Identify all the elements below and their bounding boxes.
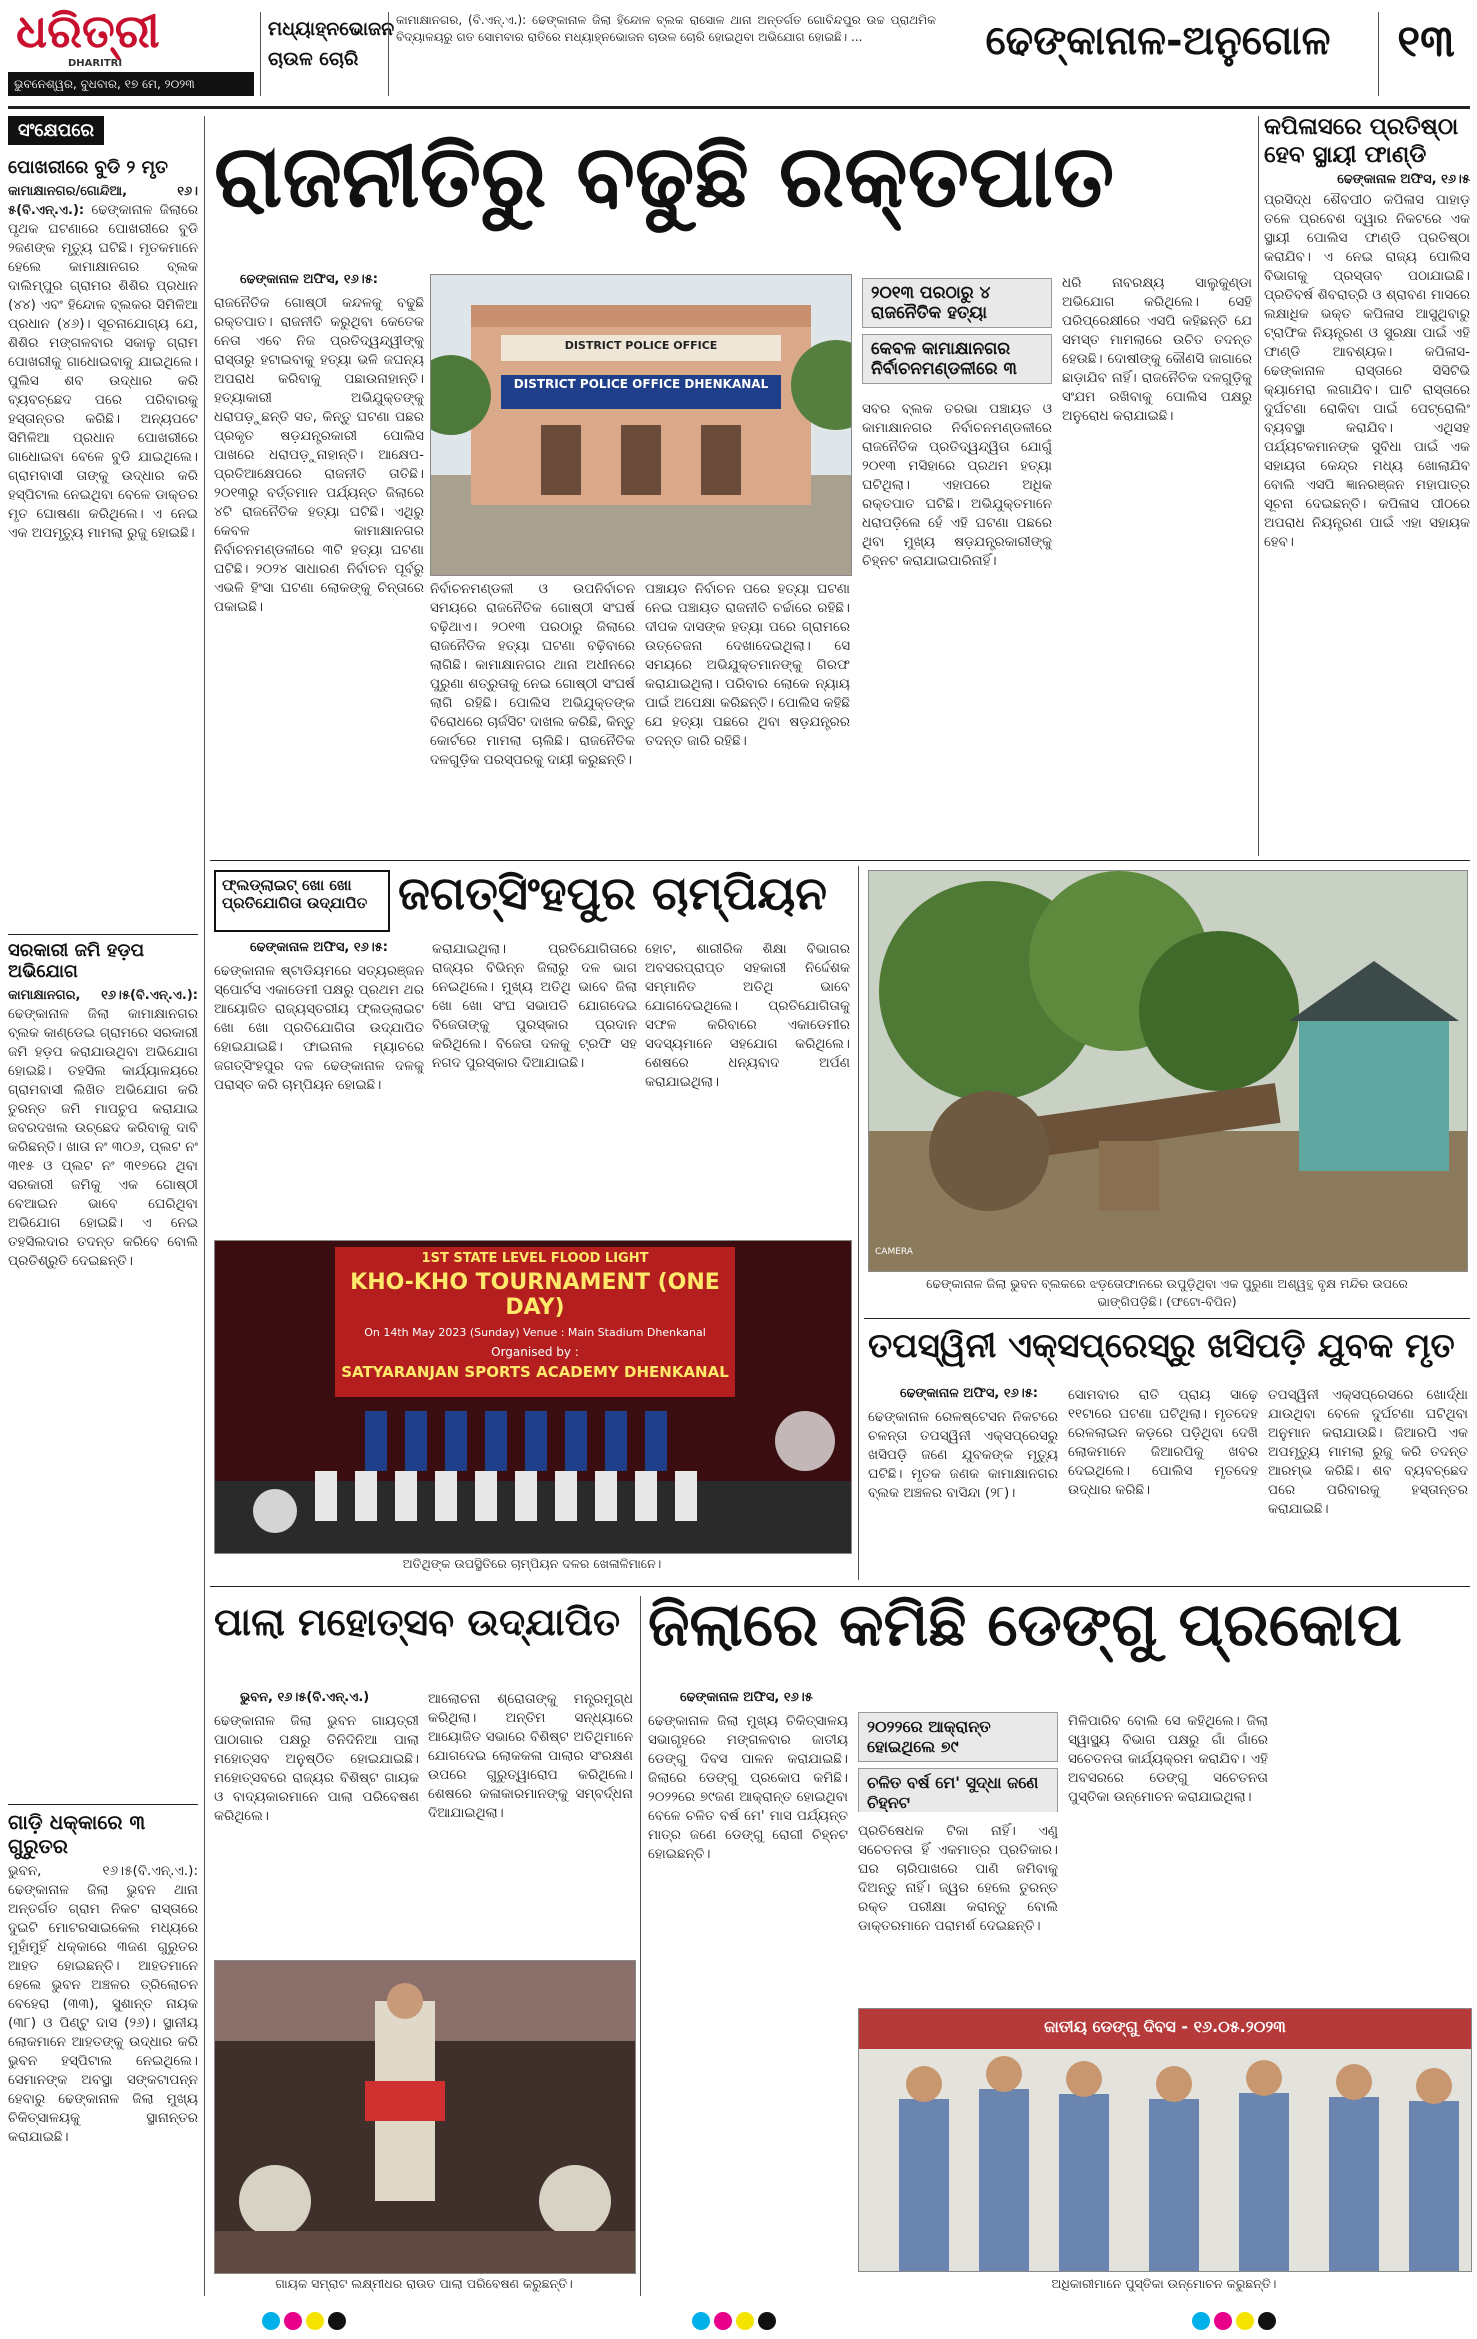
kapilas-headline-1: କପିଳାସରେ ପ୍ରତିଷ୍ଠା	[1264, 114, 1459, 140]
banner-line3: On 14th May 2023 (Sunday) Venue : Main Stadium Dhenkanal	[364, 1326, 706, 1339]
fallen-tree-photo	[868, 870, 1468, 1272]
dengue-box-2: ଚଳିତ ବର୍ଷ ମେ' ସୁଦ୍ଧା ଜଣେ ଚିହ୍ନଟ	[858, 1768, 1058, 1812]
tree-caption-2: ଭାଙ୍ଗିପଡ଼ିଛି। (ଫଟୋ-ବିପିନ)	[1097, 1294, 1237, 1309]
brief2	[8, 940, 198, 1700]
masthead	[8, 8, 1470, 104]
masthead-divider	[260, 12, 261, 96]
kho-kicker-1: ଫ୍ଲଡ୍‌ଲାଇଟ୍ ଖୋ ଖୋ	[222, 876, 352, 894]
pala-headline: ପାଲା ମହୋତ୍ସବ ଉଦ୍‌ଯାପିତ	[214, 1600, 621, 1644]
lead-factbox	[862, 278, 1052, 388]
tree-caption-1: ଢେଙ୍କାନାଳ ଜିଲା ଭୁବନ ବ୍ଲକରେ ଝଡ଼ତୋଫାନରେ ଉପୁଡ଼ିଥିବା ଏକ ପୁରୁଣା ଅଶ୍ୱତ୍ଥ ବୃକ୍ଷ ମନ୍ଦିର ଉପରେ	[926, 1276, 1408, 1291]
lead-text-col3: ପଞ୍ଚାୟତ ନିର୍ବାଚନ ପରେ ହତ୍ୟା ଘଟଣା ନେଇ ପଞ୍ଚାୟତ ରାଜନୀତି ଚର୍ଚ୍ଚାରେ ରହିଛି। ଦୀପକ ଦାସଙ୍କ ହତ୍ୟା ପରେ ଗ୍ରାମରେ ଉତ୍ତେଜନା ଦେଖାଦେଇଥିଲା। ସେ ସମୟରେ ଅଭିଯୁକ୍ତମାନଙ୍କୁ ଗିରଫ କରାଯାଇଥିଲା। ପରିବାର ଲୋକେ ନ୍ୟାୟ ପାଇଁ ଅପେକ୍ଷା କରିଛନ୍ତି। ପୋଲିସ କହିଛି ଯେ ହତ୍ୟା ପଛରେ ଥିବା ଷଡ଼ଯନ୍ତ୍ରର ତଦନ୍ତ ଜାରି ରହିଛି।	[645, 581, 850, 749]
kho-text-col3: ହୋଟ, ଶାରୀରିକ ଶିକ୍ଷା ବିଭାଗର ଅବସରପ୍ରାପ୍ତ ସହକାରୀ ନିର୍ଦ୍ଦେଶକ ସମ୍ମାନିତ ଅତିଥି ଭାବେ ଯୋଗଦେଇଥିଲେ। ପ୍ରତିଯୋଗିତାକୁ ସଫଳ କରିବାରେ ଏକାଡେମୀର ସଦସ୍ୟମାନେ ସହଯୋଗ କରିଥିଲେ। ଶେଷରେ ଧନ୍ୟବାଦ ଅର୍ପଣ କରାଯାଇଥିଲା।	[645, 941, 850, 1090]
dengue-headline: ଜିଲାରେ କମିଛି ଡେଙ୍ଗୁ ପ୍ରକୋପ	[648, 1590, 1402, 1660]
section-title: ଢେଙ୍କାନାଳ-ଅନୁଗୋଳ	[985, 18, 1331, 64]
tapaswini-text-col3: ତପସ୍ୱିନୀ ଏକ୍ସପ୍ରେସରେ ଖୋର୍ଦ୍ଧା ଯାଉଥିବା ବେଳେ ଦୁର୍ଘଟଣା ଘଟିଥିବା ଅନୁମାନ କରାଯାଉଛି। ଜିଆରପି ଏକ ଅପମୃତ୍ୟୁ ମାମଲା ରୁଜୁ କରି ତଦନ୍ତ ଆରମ୍ଭ କରିଛି। ଶବ ବ୍ୟବଚ୍ଛେଦ ପରେ ପରିବାରକୁ ହସ୍ତାନ୍ତର କରାଯାଇଛି।	[1268, 1387, 1468, 1517]
reg-mark-left	[260, 2312, 348, 2334]
brief2-title: ସରକାରୀ ଜମି ହଡ଼ପ ଅଭିଯୋଗ	[8, 940, 145, 982]
dengue-photo	[858, 2008, 1472, 2272]
kapilas-story	[1264, 114, 1470, 858]
right-column-divider	[1258, 116, 1259, 856]
pala-text-col1: ଢେଙ୍କାନାଳ ଜିଲା ଭୁବନ ଗାୟତ୍ରୀ ପାଠାଗାର ପକ୍ଷରୁ ତିନିଦିନିଆ ପାଲା ମହୋତ୍ସବ ଅନୁଷ୍ଠିତ ହୋଇଯାଇଛି। ମହୋତ୍ସବରେ ରାଜ୍ୟର ବିଶିଷ୍ଟ ଗାୟକ ଓ ବାଦ୍ୟକାରମାନେ ପାଲା ପରିବେଷଣ କରିଥିଲେ।	[214, 1713, 419, 1824]
dengue-officials-illustration	[859, 2009, 1471, 2271]
brief1-body	[8, 182, 198, 543]
banner-line4: Organised by :	[491, 1345, 579, 1359]
lead-bottom-rule	[210, 860, 1470, 861]
pala-performance-illustration	[215, 1961, 635, 2273]
pala-dateline: ଭୁବନ, ୧୬।୫(ବି.ଏନ୍.ଏ.)	[240, 1690, 370, 1705]
brief-rule-1	[8, 934, 198, 935]
tapaswini-dateline: ଢେଙ୍କାନାଳ ଅଫିସ, ୧୬।୫:	[900, 1386, 1038, 1401]
dengue-factbox	[858, 1712, 1058, 1812]
center-divider	[858, 866, 859, 1580]
tapaswini-text-col2: ସୋମବାର ରାତି ପ୍ରାୟ ସାଢ଼େ ୧୧ଟାରେ ଘଟଣା ଘଟିଥିଲା। ମୃତଦେହ ରେଳଲାଇନ କଡ଼ରେ ପଡ଼ିଥିବା ଦେଖି ଲୋକମାନେ ଜିଆରପିକୁ ଖବର ଦେଇଥିଲେ। ପୋଲିସ ମୃତଦେହ ଉଦ୍ଧାର କରିଛି।	[1068, 1387, 1258, 1498]
fallen-tree-illustration	[869, 871, 1467, 1271]
dengue-box-1: ୨୦୨୨ରେ ଆକ୍ରାନ୍ତ ହୋଇଥିଲେ ୭୯	[858, 1712, 1058, 1762]
police-sign-main: DISTRICT POLICE OFFICE DHENKANAL	[513, 377, 769, 391]
kho-kicker-2: ପ୍ରତିଯୋଗିତା ଉଦ୍‌ଯାପିତ	[222, 894, 368, 912]
kho-text-col2: କରାଯାଇଥିଲା। ପ୍ରତିଯୋଗିତାରେ ରାଜ୍ୟର ବିଭିନ୍ନ ଜିଲାରୁ ଦଳ ଭାଗ ନେଇଥିଲେ। ମୁଖ୍ୟ ଅତିଥି ଭାବେ ଜିଲା ଖୋ ଖୋ ସଂଘ ସଭାପତି ଯୋଗଦେଇ ବିଜେତାଙ୍କୁ ପୁରସ୍କାର ପ୍ରଦାନ କରିଥିଲେ। ବିଜେତା ଦଳକୁ ଟ୍ରଫି ସହ ନଗଦ ପୁରସ୍କାର ଦିଆଯାଇଛି।	[432, 941, 637, 1071]
banner-line5: SATYARANJAN SPORTS ACADEMY DHENKANAL	[341, 1363, 729, 1381]
dengue-text-col3: ମିଳିପାରିବ ବୋଲି ସେ କହିଥିଲେ। ଜିଲା ସ୍ୱାସ୍ଥ୍ୟ ବିଭାଗ ପକ୍ଷରୁ ଗାଁ ଗାଁରେ ସଚେତନତା କାର୍ଯ୍ୟକ୍ରମ କରାଯିବ। ଏହି ଅବସରରେ ଡେଙ୍ଗୁ ସଚେତନତା ପୁସ୍ତିକା ଉନ୍ମୋଚନ କରାଯାଇଥିଲା।	[1068, 1713, 1268, 1805]
reg-mark-right	[1190, 2312, 1278, 2334]
kho-dateline: ଢେଙ୍କାନାଳ ଅଫିସ, ୧୬।୫:	[250, 940, 388, 955]
masthead-divider-3	[1378, 12, 1379, 96]
pala-photo-caption: ଗାୟକ ସମ୍ରାଟ ଲକ୍ଷ୍ମୀଧର ରାଉତ ପାଲା ପରିବେଷଣ କରୁଛନ୍ତି।	[275, 2276, 573, 2291]
tapaswini-text-col1: ଢେଙ୍କାନାଳ ରେଳଷ୍ଟେସନ ନିକଟରେ ଚଳନ୍ତା ତପସ୍ୱିନୀ ଏକ୍ସପ୍ରେସରୁ ଖସିପଡ଼ି ଜଣେ ଯୁବକଙ୍କ ମୃତ୍ୟୁ ଘଟିଛି। ମୃତକ ଜଣକ କାମାକ୍ଷାନଗର ବ୍ଲକ ଅଞ୍ଚଳର ବାସିନ୍ଦା (୨୮)।	[868, 1409, 1058, 1501]
issue-date: ଭୁବନେଶ୍ୱର, ବୁଧବାର, ୧୭ ମେ, ୨୦୨୩	[14, 77, 195, 91]
masthead-rule	[8, 106, 1470, 109]
dengue-photo-caption: ଅଧିକାରୀମାନେ ପୁସ୍ତିକା ଉନ୍ମୋଚନ କରୁଛନ୍ତି।	[1051, 2276, 1277, 2291]
reg-mark-center	[690, 2312, 778, 2334]
brief1-dateline: କାମାକ୍ଷାନଗର/ଗୋନ୍ଦିଆ, ୧୬।୫(ବି.ଏନ୍.ଏ.):	[8, 184, 198, 218]
kho-photo-caption: ଅତିଥିଙ୍କ ଉପସ୍ଥିତିରେ ଚାମ୍ପିୟନ ଦଳର ଖେଳାଳିମାନେ।	[402, 1556, 662, 1571]
factbox-line2: କେବଳ କାମାକ୍ଷାନଗର ନିର୍ବାଚନମଣ୍ଡଳୀରେ ୩	[862, 334, 1052, 384]
pala-photo	[214, 1960, 636, 2274]
teaser-title: ମଧ୍ୟାହ୍ନଭୋଜନ ଚାଉଳ ଚୋରି	[268, 18, 395, 70]
banner-line2: KHO-KHO TOURNAMENT (ONE DAY)	[350, 1270, 720, 1320]
registration-marks	[0, 2306, 1477, 2336]
banner-line1: 1ST STATE LEVEL FLOOD LIGHT	[421, 1251, 649, 1266]
kho-banner-text	[335, 1251, 735, 1391]
kho-kicker	[214, 870, 390, 932]
brief3	[8, 1810, 198, 2300]
kapilas-text: ପ୍ରସିଦ୍ଧ ଶୈବପୀଠ କପିଳାସ ପାହାଡ଼ ତଳେ ପ୍ରବେଶ ଦ୍ୱାର ନିକଟରେ ଏକ ସ୍ଥାୟୀ ପୋଲିସ ଫାଣ୍ଡି ପ୍ରତିଷ୍ଠା କରାଯିବ। ଏ ନେଇ ରାଜ୍ୟ ପୋଲିସ ବିଭାଗକୁ ପ୍ରସ୍ତାବ ପଠାଯାଇଛି। ପ୍ରତିବର୍ଷ ଶିବରାତ୍ରି ଓ ଶ୍ରାବଣ ମାସରେ ଲକ୍ଷାଧିକ ଭକ୍ତ କପିଳାସ ଆସୁଥିବାରୁ ଟ୍ରାଫିକ ନିୟନ୍ତ୍ରଣ ଓ ସୁରକ୍ଷା ପାଇଁ ଏହି ଫାଣ୍ଡି ଆବଶ୍ୟକ। କପିଳାସ-ଢେଙ୍କାନାଳ ରାସ୍ତାରେ ସିସିଟିଭି କ୍ୟାମେରା ଲଗାଯିବ। ଘାଟି ରାସ୍ତାରେ ଦୁର୍ଘଟଣା ରୋକିବା ପାଇଁ ପେଟ୍ରୋଲିଂ ବ୍ୟବସ୍ଥା କରାଯିବ। ଏଥିସହ ପର୍ଯ୍ୟଟକମାନଙ୍କ ସୁବିଧା ପାଇଁ ଏକ ସହାୟତା କେନ୍ଦ୍ର ମଧ୍ୟ ଖୋଲାଯିବ ବୋଲି ଏସପି ଜ୍ଞାନରଞ୍ଜନ ମହାପାତ୍ର ସୂଚନା ଦେଇଛନ୍ତି। କପିଳାସ ପୀଠରେ ଅପରାଧ ନିୟନ୍ତ୍ରଣ ପାଇଁ ଏହା ସହାୟକ ହେବ।	[1264, 192, 1470, 550]
page-number: ୧୩	[1397, 16, 1455, 67]
brief3-title: ଗାଡ଼ି ଧକ୍କାରେ ୩ ଗୁରୁତର	[8, 1810, 146, 1858]
dengue-banner: ଜାତୀୟ ଡେଙ୍ଗୁ ଦିବସ - ୧୬.୦୫.୨୦୨୩	[1044, 2017, 1286, 2036]
logo	[8, 8, 258, 96]
brief3-text: ଭୁବନ, ୧୬।୫(ବି.ଏନ୍.ଏ.): ଢେଙ୍କାନାଳ ଜିଲା ଭୁବନ ଥାନା ଅନ୍ତର୍ଗତ ଗ୍ରାମ ନିକଟ ରାସ୍ତାରେ ଦୁଇଟି ମୋଟରସାଇକେଲ ମଧ୍ୟରେ ମୁହାଁମୁହିଁ ଧକ୍କାରେ ୩ଜଣ ଗୁରୁତର ଆହତ ହୋଇଛନ୍ତି। ଆହତମାନେ ହେଲେ ଭୁବନ ଅଞ୍ଚଳର ତ୍ରିଲୋଚନ ବେହେରା (୩୩), ସୁଶାନ୍ତ ନାୟକ (୩୮) ଓ ପିଣ୍ଟୁ ଦାସ (୨୬)। ସ୍ଥାନୀୟ ଲୋକମାନେ ଆହତଙ୍କୁ ଉଦ୍ଧାର କରି ଭୁବନ ହସ୍ପିଟାଲ ନେଇଥିଲେ। ସେମାନଙ୍କ ଅବସ୍ଥା ସଙ୍କଟାପନ୍ନ ହେବାରୁ ଢେଙ୍କାନାଳ ଜିଲା ମୁଖ୍ୟ ଚିକିତ୍ସାଳୟକୁ ସ୍ଥାନାନ୍ତର କରାଯାଇଛି।	[8, 1863, 198, 2145]
pala-text-col2: ଆଲୋଚନା ଶ୍ରୋତାଙ୍କୁ ମନ୍ତ୍ରମୁଗ୍ଧ କରିଥିଲା। ଅନ୍ତିମ ସନ୍ଧ୍ୟାରେ ଆୟୋଜିତ ସଭାରେ ବିଶିଷ୍ଟ ଅତିଥିମାନେ ଯୋଗଦେଇ ଲୋକକଳା ପାଲାର ସଂରକ୍ଷଣ ଉପରେ ଗୁରୁତ୍ୱାରୋପ କରିଥିଲେ। ଶେଷରେ କଳାକାରମାନଙ୍କୁ ସମ୍ବର୍ଦ୍ଧନା ଦିଆଯାଇଥିଲା।	[428, 1691, 633, 1821]
kapilas-headline-2: ହେବ ସ୍ଥାୟୀ ଫାଣ୍ଡି	[1264, 142, 1427, 168]
police-office-photo	[430, 274, 852, 576]
brief2-dateline: କାମାକ୍ଷାନଗର, ୧୬।୫(ବି.ଏନ୍.ଏ.):	[8, 988, 198, 1003]
brief-rule-2	[8, 1804, 198, 1805]
photo-stamp: CAMERA	[875, 1247, 913, 1257]
teaser-text: କାମାକ୍ଷାନଗର, (ବି.ଏନ୍.ଏ.): ଢେଙ୍କାନାଳ ଜିଲା ହିନ୍ଦୋଳ ବ୍ଲକ ରାସୋଳ ଥାନା ଅନ୍ତର୍ଗତ ଗୋବିନ୍ଦପୁର ଉଚ୍ଚ ପ୍ରାଥମିକ ବିଦ୍ୟାଳୟରୁ ଗତ ସୋମବାର ରାତିରେ ମଧ୍ୟାହ୍ନଭୋଜନ ଚାଉଳ ଚୋରି ହୋଇଥିବା ଅଭିଯୋଗ ହୋଇଛି। ...	[396, 13, 936, 44]
lower-section-rule	[210, 1586, 1470, 1587]
lead-dateline: ଢେଙ୍କାନାଳ ଅଫିସ, ୧୬।୫:	[240, 272, 378, 287]
dengue-text-col4	[1278, 1712, 1468, 2000]
brief2-body	[8, 986, 198, 1271]
factbox-line1: ୨୦୧୩ ପରଠାରୁ ୪ ରାଜନୈତିକ ହତ୍ୟା	[862, 278, 1052, 328]
dengue-text-col1: ଢେଙ୍କାନାଳ ଜିଲା ମୁଖ୍ୟ ଚିକିତ୍ସାଳୟ ସଭାଗୃହରେ ମଙ୍ଗଳବାର ଜାତୀୟ ଡେଙ୍ଗୁ ଦିବସ ପାଳନ କରାଯାଇଛି। ଜିଲାରେ ଡେଙ୍ଗୁ ପ୍ରକୋପ କମିଛି। ୨୦୨୨ରେ ୭୯ଜଣ ଆକ୍ରାନ୍ତ ହୋଇଥିବା ବେଳେ ଚଳିତ ବର୍ଷ ମେ' ମାସ ପର୍ଯ୍ୟନ୍ତ ମାତ୍ର ଜଣେ ଡେଙ୍ଗୁ ରୋଗୀ ଚିହ୍ନଟ ହୋଇଛନ୍ତି।	[648, 1713, 848, 1862]
lead-headline: ରାଜନୀତିରୁ ବଢୁଛି ରକ୍ତପାତ	[214, 127, 1115, 227]
kho-headline: ଜଗତ୍‌ସିଂହପୁର ଚାମ୍ପିୟନ	[398, 866, 827, 920]
brief1-text: ଢେଙ୍କାନାଳ ଜିଲାରେ ପୃଥକ ଘଟଣାରେ ପୋଖରୀରେ ବୁଡି ୨ଜଣଙ୍କ ମୃତ୍ୟୁ ଘଟିଛି। ମୃତକମାନେ ହେଲେ କାମାକ୍ଷାନଗର ବ୍ଲକ ଦାଲିମ୍ପୁର ଗ୍ରାମର ଶିଶିର ପ୍ରଧାନ (୪୪) ଏବଂ ହିନ୍ଦୋଳ ବ୍ଲକର ସିମିଳିଆ ପ୍ରଧାନ (୪୬)। ସୂଚନାଯୋଗ୍ୟ ଯେ, ଶିଶିର ମଙ୍ଗଳବାର ସକାଳୁ ଗ୍ରାମ ପୋଖରୀକୁ ଗାଧୋଇବାକୁ ଯାଇଥିଲେ। ପୁଲିସ ଶବ ଉଦ୍ଧାର କରି ବ୍ୟବଚ୍ଛେଦ ପରେ ପରିବାରକୁ ହସ୍ତାନ୍ତର କରିଛି। ଅନ୍ୟପଟେ ସିମିଳିଆ ପ୍ରଧାନ ପୋଖରୀରେ ଗାଧୋଇବା ବେଳେ ବୁଡି ଯାଇଥିଲେ। ଗ୍ରାମବାସୀ ତାଙ୍କୁ ଉଦ୍ଧାର କରି ହସ୍ପିଟାଲ ନେଇଥିବା ବେଳେ ଡାକ୍ତର ମୃତ ଘୋଷଣା କରିଥିଲେ। ଏ ନେଇ ଏକ ଅପମୃତ୍ୟୁ ମାମଲା ରୁଜୁ ହୋଇଛି।	[8, 202, 198, 541]
left-column-divider	[204, 116, 205, 2296]
lead-text-col2: ନିର୍ବାଚନମଣ୍ଡଳୀ ଓ ଉପନିର୍ବାଚନ ସମୟରେ ରାଜନୈତିକ ଗୋଷ୍ଠୀ ସଂଘର୍ଷ ବଢ଼ିଥାଏ। ୨୦୧୩ ପରଠାରୁ ଜିଲାରେ ରାଜନୈତିକ ହତ୍ୟା ଘଟଣା ବଢ଼ିବାରେ ଲାଗିଛି। କାମାକ୍ଷାନଗର ଥାନା ଅଧୀନରେ ପୁରୁଣା ଶତ୍ରୁତାକୁ ନେଇ ଗୋଷ୍ଠୀ ସଂଘର୍ଷ ଲାଗି ରହିଛି। ପୋଲିସ ଅଭିଯୁକ୍ତଙ୍କ ବିରୋଧରେ ଚାର୍ଜସିଟ ଦାଖଲ କରିଛି, କିନ୍ତୁ କୋର୍ଟରେ ମାମଲା ଚାଲିଛି। ରାଜନୈତିକ ଦଳଗୁଡ଼ିକ ପରସ୍ପରକୁ ଦାୟୀ କରୁଛନ୍ତି।	[430, 581, 635, 768]
lead-text-col5: ଧରି ନାବରକ୍ଷ୍ୟ ସାଲୁକୁଣ୍ଡା ଅଭିଯୋଗ କରିଥିଲେ। ସେହି ପରିପ୍ରେକ୍ଷୀରେ ଏସପି କହିଛନ୍ତି ଯେ ସମସ୍ତ ମାମଲାରେ ଉଚିତ ତଦନ୍ତ ହେଉଛି। ଦୋଷୀଙ୍କୁ କୌଣସି ଜାଗାରେ ଛାଡ଼ାଯିବ ନାହିଁ। ରାଜନୈତିକ ଦଳଗୁଡ଼ିକୁ ସଂଯମ ରଖିବାକୁ ପୋଲିସ ପକ୍ଷରୁ ଅନୁରୋଧ କରାଯାଇଛି।	[1062, 275, 1252, 424]
dengue-text-col2: ପ୍ରତିଷେଧକ ଟିକା ନାହିଁ। ଏଣୁ ସଚେତନତା ହିଁ ଏକମାତ୍ର ପ୍ରତିକାର। ଘର ଚାରିପାଖରେ ପାଣି ଜମିବାକୁ ଦିଅନ୍ତୁ ନାହିଁ। ଜ୍ୱର ହେଲେ ତୁରନ୍ତ ରକ୍ତ ପରୀକ୍ଷା କରାନ୍ତୁ ବୋଲି ଡାକ୍ତରମାନେ ପରାମର୍ଶ ଦେଇଛନ୍ତି।	[858, 1823, 1058, 1934]
masthead-divider-2	[388, 12, 389, 96]
brief2-text: ଢେଙ୍କାନାଳ ଜିଲା କାମାକ୍ଷାନଗର ବ୍ଲକ କାଣ୍ଡେଇ ଗ୍ରାମରେ ସରକାରୀ ଜମି ହଡ଼ପ କରାଯାଉଥିବା ଅଭିଯୋଗ ହୋଇଛି। ତହସିଲ କାର୍ଯ୍ୟାଳୟରେ ଗ୍ରାମବାସୀ ଲିଖିତ ଅଭିଯୋଗ କରି ତୁରନ୍ତ ଜମି ମାପଚୁପ କରାଯାଇ ଜବରଦଖଲ ଉଚ୍ଛେଦ କରିବାକୁ ଦାବି କରିଛନ୍ତି। ଖାତା ନଂ ୩୦୬, ପ୍ଲଟ ନଂ ୩୧୫ ଓ ପ୍ଲଟ ନଂ ୩୧୭ରେ ଥିବା ସରକାରୀ ଜମିକୁ ଏକ ଗୋଷ୍ଠୀ ବେଆଇନ ଭାବେ ଘେରିଥିବା ଅଭିଯୋଗ ହୋଇଛି। ଏ ନେଇ ତହସିଲଦାର ତଦନ୍ତ କରିବେ ବୋଲି ପ୍ରତିଶ୍ରୁତି ଦେଇଛନ୍ତି।	[8, 1006, 198, 1269]
lead-text-col4: ସବର ବ୍ଲକ ତରଭା ପଞ୍ଚାୟତ ଓ କାମାକ୍ଷାନଗର ନିର୍ବାଚନମଣ୍ଡଳୀରେ ରାଜନୈତିକ ପ୍ରତିଦ୍ୱନ୍ଦ୍ୱିତା ଯୋଗୁଁ ୨୦୧୩ ମସିହାରେ ପ୍ରଥମ ହତ୍ୟା ଘଟିଥିଲା। ଏହାପରେ ଅଧିକ ରକ୍ତପାତ ଘଟିଛି। ଅଭିଯୁକ୍ତମାନେ ଧରାପଡ଼ିଲେ ହେଁ ଏହି ଘଟଣା ପଛରେ ଥିବା ମୁଖ୍ୟ ଷଡ଼ଯନ୍ତ୍ରକାରୀଙ୍କୁ ଚିହ୍ନଟ କରାଯାଇପାରିନାହିଁ।	[862, 401, 1052, 569]
logo-sub: DHARITRI	[68, 58, 123, 69]
kho-text-col1: ଢେଙ୍କାନାଳ ଷ୍ଟାଡିୟମରେ ସତ୍ୟରଞ୍ଜନ ସ୍ପୋର୍ଟସ ଏକାଡେମୀ ପକ୍ଷରୁ ପ୍ରଥମ ଥର ଆୟୋଜିତ ରାଜ୍ୟସ୍ତରୀୟ ଫ୍ଲଡ୍‌ଲାଇଟ ଖୋ ଖୋ ପ୍ରତିଯୋଗିତା ଉଦ୍‌ଯାପିତ ହୋଇଯାଇଛି। ଫାଇନାଲ ମ୍ୟାଚରେ ଜଗତ୍‌ସିଂହପୁର ଦଳ ଢେଙ୍କାନାଳ ଦଳକୁ ପରାସ୍ତ କରି ଚାମ୍ପିୟନ ହୋଇଛି।	[214, 963, 424, 1093]
section-label: ସଂକ୍ଷେପରେ	[8, 116, 104, 145]
tree-bottom-rule	[864, 1318, 1470, 1319]
dengue-dateline: ଢେଙ୍କାନାଳ ଅଫିସ, ୧୬।୫	[680, 1690, 813, 1705]
brief1-title: ପୋଖରୀରେ ବୁଡି ୨ ମୃତ	[8, 157, 168, 178]
dateline-bar	[8, 72, 254, 96]
kapilas-dateline: ଢେଙ୍କାନାଳ ଅଫିସ, ୧୬।୫	[1337, 172, 1470, 187]
police-office-illustration	[431, 275, 851, 575]
logo-main: ଧରିତ୍ରୀ	[16, 8, 160, 58]
police-sign-top: DISTRICT POLICE OFFICE	[564, 339, 718, 352]
lead-text-col1: ରାଜନୈତିକ ଗୋଷ୍ଠୀ କନ୍ଦଳକୁ ବଢୁଛି ରକ୍ତପାତ। ରାଜନୀତି କରୁଥିବା କେତେକ ନେତା ଏବେ ନିଜ ପ୍ରତିଦ୍ୱନ୍ଦ୍ୱୀଙ୍କୁ ରାସ୍ତାରୁ ହଟାଇବାକୁ ହତ୍ୟା ଭଳି ଜଘନ୍ୟ ଅପରାଧ କରିବାକୁ ପଛାଉନାହାନ୍ତି। ହତ୍ୟାକାରୀ ଅଭିଯୁକ୍ତଙ୍କୁ ଧରାପଡ଼ୁଛନ୍ତି ସତ, କିନ୍ତୁ ଘଟଣା ପଛର ପ୍ରକୃତ ଷଡ଼ଯନ୍ତ୍ରକାରୀ ପୋଲିସ ପାଖରେ ଧରାପଡ଼ୁନାହାନ୍ତି। ଆକ୍ଷେପ-ପ୍ରତିଆକ୍ଷେପରେ ରାଜନୀତି ତାତିଛି। ୨୦୧୩ରୁ ବର୍ତ୍ତମାନ ପର୍ଯ୍ୟନ୍ତ ଜିଲାରେ ୪ଟି ରାଜନୈତିକ ହତ୍ୟା ଘଟିଛି। ଏଥିରୁ କେବଳ କାମାକ୍ଷାନଗର ନିର୍ବାଚନମଣ୍ଡଳୀରେ ୩ଟି ହତ୍ୟା ଘଟଣା ଘଟିଛି। ୨୦୨୪ ସାଧାରଣ ନିର୍ବାଚନ ପୂର୍ବରୁ ଏଭଳି ହିଂସା ଘଟଣା ଲୋକଙ୍କୁ ଚିନ୍ତାରେ ପକାଇଛି।	[214, 295, 424, 615]
tapaswini-headline: ତପସ୍ୱିନୀ ଏକ୍ସପ୍ରେସ୍‌ରୁ ଖସିପଡ଼ି ଯୁବକ ମୃତ	[868, 1326, 1455, 1366]
lower-divider	[640, 1596, 641, 2296]
kho-photo	[214, 1240, 852, 1554]
